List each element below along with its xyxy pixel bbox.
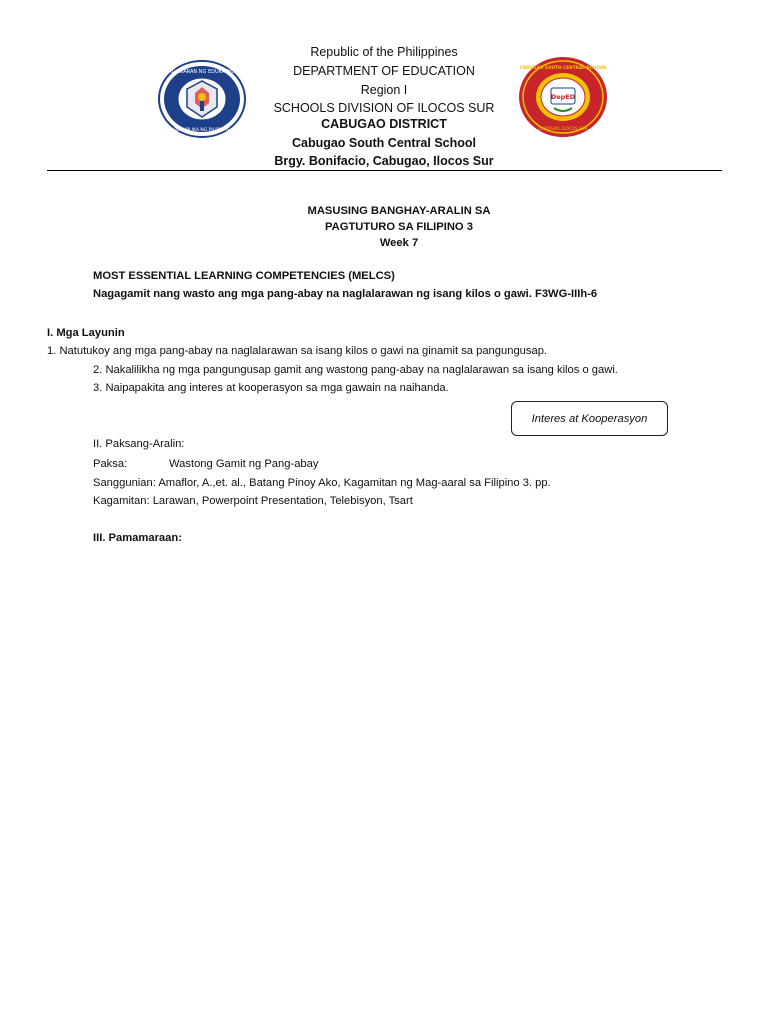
svg-text:REPUBLIKA NG PILIPINAS: REPUBLIKA NG PILIPINAS bbox=[174, 128, 230, 133]
header-division: SCHOOLS DIVISION OF ILOCOS SUR bbox=[273, 101, 495, 115]
lesson-plan-subject: PAGTUTURO SA FILIPINO 3 bbox=[325, 221, 473, 233]
lesson-plan-week: Week 7 bbox=[379, 237, 419, 249]
callout-text: Interes at Kooperasyon bbox=[531, 412, 648, 425]
kagamitan-line: Kagamitan: Larawan, Powerpoint Presentation, Telebisyon, Tsart bbox=[93, 495, 413, 507]
layunin-item: 3. Naipapakita ang interes at kooperasyon sa mga gawain na naihanda. bbox=[93, 382, 449, 394]
layunin-heading: I. Mga Layunin bbox=[47, 327, 125, 339]
interes-kooperasyon-callout bbox=[511, 401, 668, 436]
svg-text:CABUGAO, ILOCOS SUR: CABUGAO, ILOCOS SUR bbox=[538, 126, 588, 131]
layunin-item: 2. Nakalilikha ng mga pangungusap gamit ang wastong pang-abay na naglalarawan sa isang kilos o gawi. bbox=[93, 364, 618, 376]
pamamaraan-heading: III. Pamamaraan: bbox=[93, 532, 182, 544]
header-department: DEPARTMENT OF EDUCATION bbox=[293, 64, 475, 78]
lesson-plan-title: MASUSING BANGHAY-ARALIN SA bbox=[307, 205, 491, 217]
header-republic: Republic of the Philippines bbox=[310, 45, 458, 59]
header-divider bbox=[47, 170, 722, 171]
header-school-address: Brgy. Bonifacio, Cabugao, Ilocos Sur bbox=[274, 154, 494, 168]
header-school-name: Cabugao South Central School bbox=[291, 136, 477, 150]
header-region: Region I bbox=[360, 83, 408, 97]
svg-text:CABUGAO SOUTH CENTRAL SCHOOL: CABUGAO SOUTH CENTRAL SCHOOL bbox=[519, 66, 607, 71]
svg-text:KAGAWARAN NG EDUKASYON: KAGAWARAN NG EDUKASYON bbox=[165, 69, 239, 75]
paksang-aralin-heading: II. Paksang-Aralin: bbox=[93, 438, 185, 450]
svg-text:DepED: DepED bbox=[550, 93, 576, 101]
paksa-value: Wastong Gamit ng Pang-abay bbox=[169, 458, 319, 470]
sanggunian-line: Sanggunian: Amaflor, A.,et. al., Batang Pinoy Ako, Kagamitan ng Mag-aaral sa Filipino 3. pp. bbox=[93, 477, 551, 489]
melcs-heading: MOST ESSENTIAL LEARNING COMPETENCIES (MELCS) bbox=[93, 270, 395, 282]
melcs-text: Nagagamit nang wasto ang mga pang-abay na naglalarawan ng isang kilos o gawi. F3WG-IIIh-6 bbox=[93, 288, 598, 300]
layunin-item: 1. Natutukoy ang mga pang-abay na naglalarawan sa isang kilos o gawi na ginamit sa pangungusap. bbox=[47, 345, 548, 357]
paksa-label: Paksa: bbox=[93, 458, 128, 470]
header-district: CABUGAO DISTRICT bbox=[321, 117, 447, 131]
